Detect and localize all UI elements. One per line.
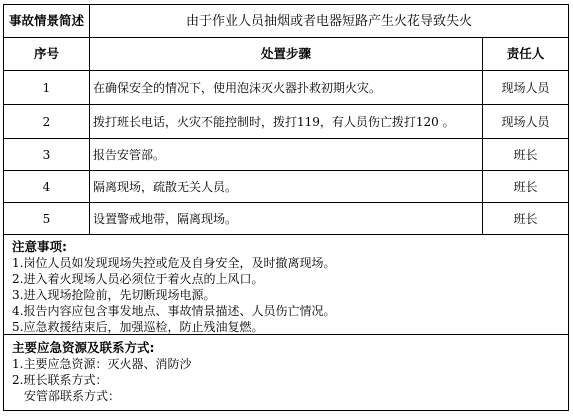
row-step: 设置警戒地带，隔离现场。 bbox=[90, 203, 483, 234]
table-header-row bbox=[4, 38, 568, 71]
notes-title: 注意事项: bbox=[12, 239, 67, 254]
row-step: 拨打班长电话，火灾不能控制时，拨打119，有人员伤亡拨打120 。 bbox=[90, 105, 483, 138]
table-row bbox=[4, 139, 568, 171]
table-row bbox=[4, 171, 568, 203]
note-item: 3.进入现场抢险前，先切断现场电源。 bbox=[12, 288, 216, 302]
row-step: 报告安管部。 bbox=[90, 139, 483, 170]
emergency-disposal-card bbox=[3, 4, 569, 411]
column-header-step: 处置步骤 bbox=[90, 38, 483, 70]
row-owner: 班长 bbox=[513, 179, 538, 194]
table-row bbox=[4, 71, 568, 105]
scenario-row bbox=[4, 5, 568, 38]
note-item: 5.应急救援结束后，加强巡检，防止残油复燃。 bbox=[12, 320, 264, 334]
table-row bbox=[4, 203, 568, 235]
row-step: 隔离现场，疏散无关人员。 bbox=[90, 171, 483, 202]
row-number: 2 bbox=[4, 105, 90, 138]
row-owner: 班长 bbox=[513, 211, 538, 226]
row-owner: 班长 bbox=[513, 147, 538, 162]
row-number: 4 bbox=[4, 171, 90, 202]
row-step: 在确保安全的情况下，使用泡沫灭火器扑救初期火灾。 bbox=[90, 71, 483, 104]
column-header-owner: 责任人 bbox=[506, 45, 545, 61]
resource-item: 1.主要应急资源：灭火器、消防沙 bbox=[12, 357, 192, 371]
row-number: 5 bbox=[4, 203, 90, 234]
resource-item: 2.班长联系方式： bbox=[12, 373, 108, 387]
scenario-description: 由于作业人员抽烟或者电器短路产生火花导致失火 bbox=[185, 13, 472, 29]
row-number: 3 bbox=[4, 139, 90, 170]
resources-section bbox=[4, 335, 568, 410]
note-item: 4.报告内容应包含事发地点、事故情景描述、人员伤亡情况。 bbox=[12, 304, 336, 318]
note-item: 2.进入着火现场人员必须位于着火点的上风口。 bbox=[12, 272, 264, 286]
resources-title: 主要应急资源及联系方式: bbox=[12, 340, 155, 355]
scenario-label: 事故情景简述 bbox=[4, 5, 90, 37]
column-header-no: 序号 bbox=[4, 38, 90, 70]
row-number: 1 bbox=[4, 71, 90, 104]
resource-contact: 安管部联系方式： bbox=[24, 389, 121, 403]
row-owner: 现场人员 bbox=[501, 114, 550, 129]
notes-section bbox=[4, 235, 568, 335]
row-owner: 现场人员 bbox=[501, 80, 550, 95]
note-item: 1.岗位人员如发现现场失控或危及自身安全，及时撤离现场。 bbox=[12, 256, 336, 270]
table-row bbox=[4, 105, 568, 139]
